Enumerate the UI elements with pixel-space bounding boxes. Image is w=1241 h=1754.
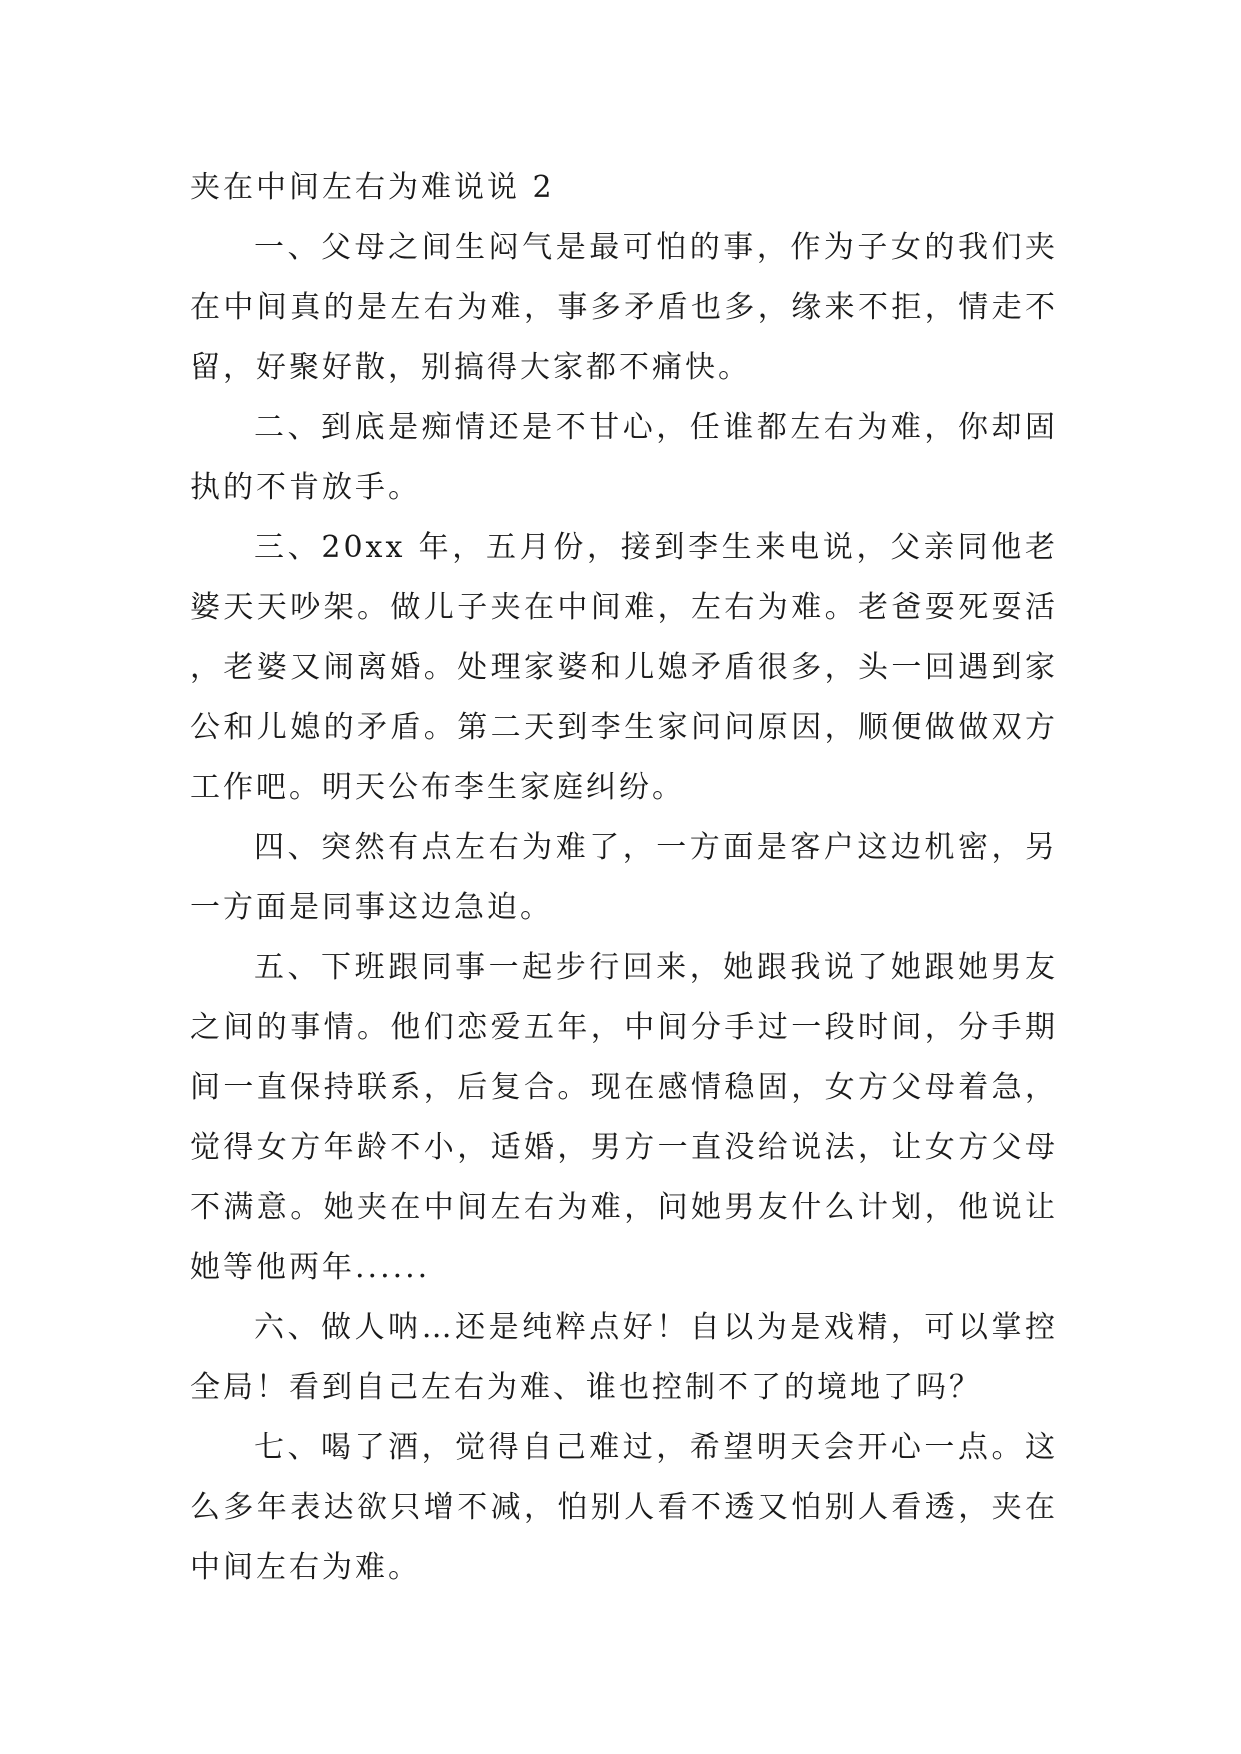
document-body (190, 158, 1058, 1598)
paragraph-4: 四、突然有点左右为难了，一方面是客户这边机密，另一方面是同事这边急迫。 (190, 830, 1058, 925)
paragraph-5: 五、下班跟同事一起步行回来，她跟我说了她跟她男友之间的事情。他们恋爱五年，中间分手过一段时间，分手期间一直保持联系，后复合。现在感情稳固，女方父母着急，觉得女方年龄不小，适婚，男方一直没给说法，让女方父母不满意。她夹在中间左右为难，问她男友什么计划，他说让她等他两年...... (190, 950, 1058, 1285)
paragraph-6: 六、做人呐…还是纯粹点好！自以为是戏精，可以掌控全局！看到自己左右为难、谁也控制不了的境地了吗？ (190, 1310, 1058, 1405)
paragraph-1: 一、父母之间生闷气是最可怕的事，作为子女的我们夹在中间真的是左右为难，事多矛盾也多，缘来不拒，情走不留，好聚好散，别搞得大家都不痛快。 (190, 230, 1058, 385)
paragraph-7: 七、喝了酒，觉得自己难过，希望明天会开心一点。这么多年表达欲只增不减，怕别人看不透又怕别人看透，夹在中间左右为难。 (190, 1430, 1058, 1585)
paragraph-2: 二、到底是痴情还是不甘心，任谁都左右为难，你却固执的不肯放手。 (190, 410, 1058, 505)
paragraph-3: 三、20xx 年，五月份，接到李生来电说，父亲同他老婆天天吵架。做儿子夹在中间难，左右为难。老爸耍死耍活，老婆又闹离婚。处理家婆和儿媳矛盾很多，头一回遇到家公和儿媳的矛盾。第二天到李生家问问原因，顺便做做双方工作吧。明天公布李生家庭纠纷。 (190, 530, 1058, 805)
document-title: 夹在中间左右为难说说 2 (190, 170, 555, 205)
